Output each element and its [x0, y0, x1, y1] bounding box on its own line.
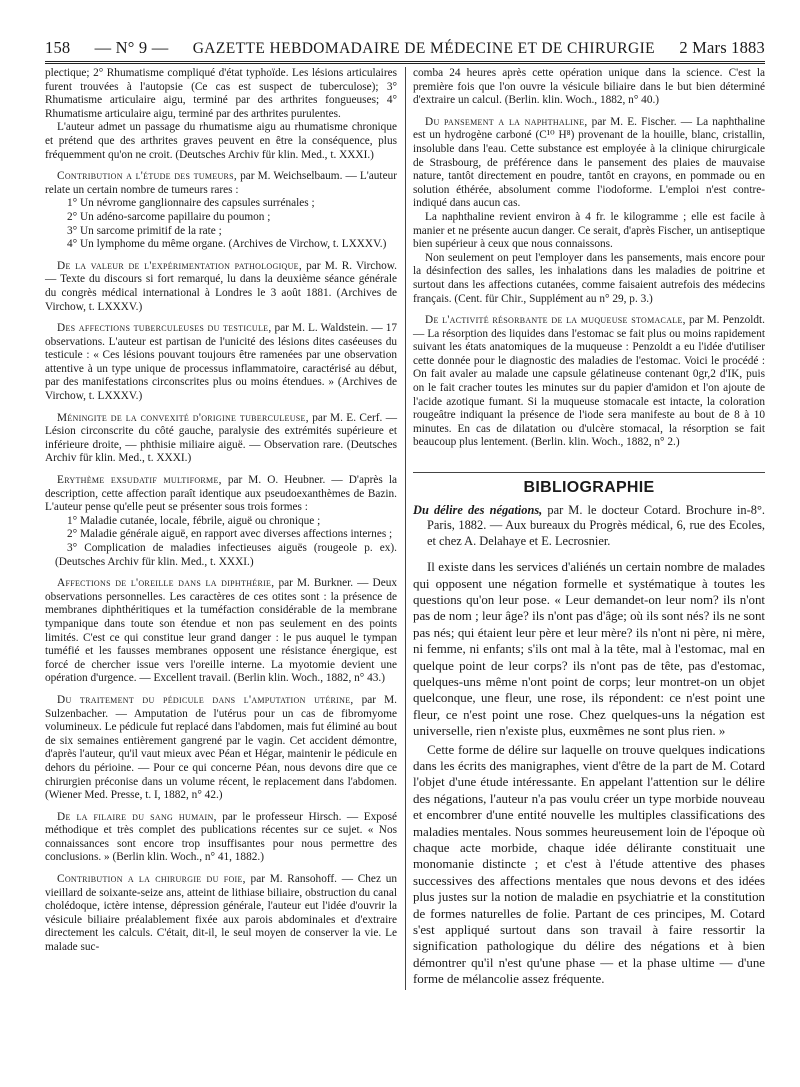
entry-testicule	[45, 322, 397, 404]
entry-text: par M. Ransohoff. — Chez un vieillard de soixante-seize ans, atteint de lithiase biliaire, obstruction du canal cholédoque, ictère intense, dépression générale, l'auteur eut l'idée d'ouvrir la vésicule biliaire préalablement fixée aux parois abdominales et d'extraire directement les calculs. C'était, dit-il, le seul moyen de conserver la vie. Le malade suc-	[45, 873, 397, 954]
issue-number: — N° 9 —	[94, 38, 169, 57]
entry-text: par M. E. Fischer. — La naphthaline est un hydrogène carboné (C¹⁰ H⁸) provenant de la houille, blanc, cristallin, insoluble dans l'eau. Cette substance est employée à la clinique chirurgicale de Strasbourg, de préférence dans le pansement des plaies de mauvaise nature, tantôt directement en poudre, tantôt en crayons, en pommade ou en solution éthérée, absolument comme l'iodoforme. L'emploi n'est contre-indiqué dans aucun cas.	[413, 115, 765, 210]
entry-heading: Erythème exsudatif multiforme,	[57, 474, 222, 487]
entry-heading: De la valeur de l'expérimentation pathologique,	[57, 259, 302, 272]
newspaper-page	[45, 38, 765, 990]
book-title: Du délire des négations,	[413, 502, 543, 517]
entry-virchow	[45, 260, 397, 314]
entry-heading: De la filaire du sang humain,	[57, 810, 217, 823]
list-item: 3° Un sarcome primitif de la rate ;	[67, 224, 222, 237]
section-title: BIBLIOGRAPHIE	[413, 472, 765, 495]
list-item: 1° Maladie cutanée, locale, fébrile, aiguë ou chronique ;	[67, 514, 321, 527]
journal-title: GAZETTE HEBDOMADAIRE DE MÉDECINE ET DE CHIRURGIE	[192, 40, 656, 57]
entry-text: par M. R. Virchow. — Texte du discours si fort remarqué, lu dans la deuxième séance générale du congrès médical international à Londres le 3 août 1881. (Archives de Virchow, t. LXXXV.)	[45, 259, 397, 313]
right-column	[413, 67, 765, 990]
entry-rhumatisme	[45, 67, 397, 162]
column-divider	[405, 67, 406, 990]
entry-heading: Des affections tuberculeuses du testicule,	[57, 322, 272, 335]
left-column	[45, 67, 397, 990]
entry-heading: Méningite de la convexité d'origine tuberculeuse,	[57, 411, 309, 424]
entry-meningite	[45, 412, 397, 466]
paragraph: La naphthaline revient environ à 4 fr. le kilogramme ; elle est facile à manier et ne présente aucun danger. Ce serait, d'après Fischer, un antiseptique bien supérieur à ceux que nous connaissons.	[413, 210, 765, 251]
entry-text: par M. Sulzenbacher. — Amputation de l'utérus pour un cas de fibromyome volumineux. Le pédicule fut replacé dans l'abdomen, mais fut éliminé au bout de six semaines entièrement gangrené par le vagin. Cet accident démontre, d'après l'auteur, qu'il vaut mieux avec Péan et Hégar, maintenir le pédicule en dehors du périoine. — Pour ce qui concerne Péan, nous devons dire que ce chirurgien préconise dans un volume récent, le replacement dans l'abdomen. (Wiener Med. Presse, t. I, 1882, n° 42.)	[45, 693, 397, 802]
entry-foie-continued	[413, 67, 765, 108]
entry-text: par M. Penzoldt. — La résorption des liquides dans l'estomac se fait plus ou moins rapidement suivant les états anatomiques de la muqueuse : Penzoldt a eu l'idée d'utiliser cette donnée pour le diagnostic des maladies de l'estomac. Voici le procédé : On fait avaler au malade une capsule gélatineuse contenant 0gr,2 d'IK, puis on le fait cracher toutes les minutes sur du papier d'amidon et l'on ajoute de l'acide azotique fumant. Si la muqueuse stomacale est intacte, la coloration rougeâtre indiquant la présence de l'iode sera manifeste au bout de 8 à 10 minutes. En cas de dilatation ou d'ulcère stomacal, la résorption se fait beaucoup plus lentement. (Berlin. klin. Woch., 1882, n° 2.)	[413, 314, 765, 449]
book-details: par M. le docteur Cotard. Brochure in-8°. Paris, 1882. — Aux bureaux du Progrès médical, 6, rue des Ecoles, et chez A. Delahaye et E. Lecrosnier.	[427, 502, 765, 548]
entry-tumeurs	[45, 170, 397, 252]
entry-heading: Du traitement du pédicule dans l'amputation utérine,	[57, 693, 354, 706]
page-header	[45, 38, 765, 64]
entry-text: par M. Weichselbaum. — L'auteur relate un certain nombre de tumeurs rares :	[45, 170, 397, 196]
entry-foie	[45, 873, 397, 955]
paragraph: L'auteur admet un passage du rhumatisme aigu au rhumatisme chronique et prétend que des arthrites graves peuvent en être la conséquence, plus fréquemment qu'on ne croit. (Deutsches Archiv für klin. Med., t. XXXI.)	[45, 121, 397, 161]
entry-text: par M. L. Waldstein. — 17 observations. L'auteur est partisan de l'unicité des lésions dites caséeuses du testicule : « Ces lésions pouvant toujours être ramenées par une observation attentive à un type unique de processus inflammatoire, caractérisé au début, par des manifestations circonscrites plus ou moins étendues. » (Archives de Virchow, t. LXXXV.)	[45, 322, 397, 403]
list-item: 2° Maladie générale aiguë, en rapport avec diverses affections internes ;	[67, 528, 393, 541]
entry-muqueuse	[413, 314, 765, 450]
list-item: 4° Un lymphome du même organe. (Archives de Virchow, t. LXXXV.)	[67, 238, 387, 251]
entry-erytheme	[45, 474, 397, 569]
entry-naphthaline	[413, 116, 765, 306]
paragraph: plectique; 2° Rhumatisme compliqué d'état typhoïde. Les lésions articulaires furent trouvées à l'autopsie (Ce cas est suspect de tuberculose); 3° Rhumatisme articulaire aigu, terminé par des arthrites fongueuses; 4° Rhumatisme articulaire aigu, terminé par des arthrites purulentes.	[45, 67, 397, 120]
entry-text: par M. O. Heubner. — D'après la description, cette affection paraît identique aux pseudoexanthèmes de Bazin. L'auteur pense qu'elle peut se présenter sous trois formes :	[45, 474, 398, 514]
book-review	[413, 559, 765, 988]
paragraph: comba 24 heures après cette opération unique dans la science. C'est la première fois que l'on ouvre la vésicule biliaire dans le but bien déterminé d'extraire un calcul. (Berlin. klin. Woch., 1882, n° 40.)	[413, 67, 765, 107]
entry-heading: De l'activité résorbante de la muqueuse stomacale,	[425, 314, 686, 327]
entry-heading: Contribution a la chirurgie du foie,	[57, 873, 246, 886]
list-item: 1° Un névrome ganglionnaire des capsules surrénales ;	[67, 197, 315, 210]
paragraph: Non seulement on peut l'employer dans les pansements, mais encore pour la désinfection des salles, les inhalations dans les maladies de poitrine et surtout dans les affections cutanées, comme faisaient autrefois des médecins français. (Cent. für Chir., Supplément au n° 29, p. 3.)	[413, 251, 765, 305]
entry-oreille	[45, 577, 397, 686]
entry-text: par M. E. Cerf. — Lésion circonscrite du côté gauche, paralysie des extrémités supérieure et inférieure droite, — phthisie miliaire aiguë. — Observation rare. (Deutsches Archiv für klin. Med., t. XXXI.)	[45, 411, 397, 465]
issue-date: 2 Mars 1883	[679, 38, 765, 57]
entry-heading: Contribution a l'étude des tumeurs,	[57, 170, 238, 183]
list-item: 3° Complication de maladies infectieuses aiguës (rougeole p. ex). (Deutsches Archiv für klin. Med., t. XXXI.)	[55, 542, 397, 568]
list-item: 2° Un adéno-sarcome papillaire du poumon ;	[67, 210, 271, 223]
paragraph: Cette forme de délire sur laquelle on trouve quelques indications dans les écrits des manigraphes, vient d'être de la part de M. Cotard l'objet d'une étude intéressante. En appelant l'attention sur le délire des négations, l'auteur n'a pas voulu créer un type morbide nouveau et encombrer d'une entité nouvelle les multiples classifications des maladies mentales. Nous sommes heureusement loin de l'époque où chaque acte morbide, chaque idée délirante constituait une monomanie distincte ; et c'est à l'étude attentive des phases successives des affections mentales que nous devons et des idées plus justes sur la notion de maladie en psychiatrie et la constitution de formes naturelles de folie. Partant de ces principes, M. Cotard s'est appliqué surtout dans son travail à faire ressortir la signification pathologique du délire des négations et à bien démontrer qu'il n'est qu'une phase — et la phase ultime — d'une forme de mélancolie assez fréquente.	[413, 742, 765, 987]
entry-filaire	[45, 811, 397, 865]
page-number: 158	[45, 38, 71, 57]
book-reference	[413, 503, 765, 550]
entry-heading: Du pansement a la naphthaline,	[425, 115, 588, 128]
entry-text: par le professeur Hirsch. — Exposé méthodique et très complet des publications récentes sur ce sujet. « Nos connaissances sont encore trop insuffisantes pour nous permettre des conclusions. » (Berlin klin. Woch., n° 41, 1882.)	[45, 810, 397, 864]
entry-text: par M. Burkner. — Deux observations personnelles. Les caractères de ces otites sont : la présence de membranes diphthéritiques et la tuméfaction considérable de la membrane tympanique dans toute son étendue et non pas seulement en des points limités. C'est ce qui constitue leur grand danger : le pus auquel le tympan tuméfié et les fausses membranes opposent une résistance énergique, est forcé de chercher issue vers l'oreille interne. La myotomie devient une opération d'urgence. — Excellent travail. (Berlin klin. Woch., 1882, n° 43.)	[45, 577, 398, 685]
entry-pedicule	[45, 694, 397, 803]
entry-heading: Affections de l'oreille dans la diphthérie,	[57, 577, 275, 590]
paragraph: Il existe dans les services d'aliénés un certain nombre de malades qui opposent une négation formelle et systématique à toutes les questions qu'on leur pose. « Leur demandet-on leur nom? ils n'ont pas de nom ; leur âge? ils n'ont pas d'âge; où ils sont nés? ils ne sont pas nés; qui étaient leur père et leur mère? ils n'ont ni père, ni mère, ni femme, ni enfants; s'ils ont mal à la tête, mal à l'estomac, mal en quelque point de leur corps? ils n'ont pas de tête, pas d'estomac, quelques-uns même n'ont point de corps; leur montret-on un objet quelconque, une fleur, une rose, ils répondent: ce n'est point une fleur, ce n'est point une rose. Chez quelques-uns la négation est universelle, rien n'existe plus, euxmêmes ne sont plus rien. »	[413, 560, 765, 739]
columns	[45, 67, 765, 990]
